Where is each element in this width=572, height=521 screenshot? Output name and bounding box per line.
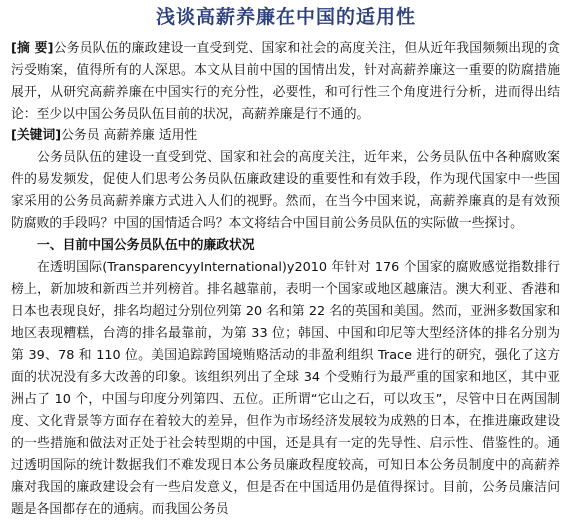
abstract-text: 公务员队伍的廉政建设一直受到党、国家和社会的高度关注，但从近年我国频频出现的贪污受贿案，值得所有的人深思。本文从目前中国的国情出发，针对高薪养廉这一重要的防腐措施展开，从研究高薪养廉在中国实行的充分性，必要性，和可行性三个角度进行分析，进而得出结论：至少以中国公务员队伍目前的状况，高薪养廉是行不通的。 [11, 41, 561, 122]
abstract-paragraph [11, 38, 560, 126]
document-title: 浅谈高薪养廉在中国的适用性 [155, 6, 416, 28]
keywords-paragraph [11, 125, 560, 147]
section-heading: 一、目前中国公务员队伍中的廉政状况 [37, 238, 255, 253]
intro-paragraph: 公务员队伍的建设一直受到党、国家和社会的高度关注，近年来，公务员队伍中各种腐败案件的易发频发，促使人们思考公务员队伍廉政建设的重要性和有效手段，作为现代国家中一些国家采用的公务员高薪养廉方式进入人们的视野。然而，在当今中国来说，高薪养廉真的是有效预防腐败的手段吗？中国的国情适合吗？本文将结合中国目前公务员队伍的实际做一些探讨。 [11, 150, 560, 231]
body-paragraph: 在透明国际(TransparencyyInternational)y2010 年针对 176 个国家的腐败感觉指数排行榜上，新加坡和新西兰并列榜首。排名越靠前，表明一个国家或地区越廉洁。澳大利亚、香港和日本也表现良好，排名均超过分别位列第 20 名和第 22 名的英国和美国。然而，亚洲多数国家和地区表现糟糕，台湾的排名最靠前，为第 33 位；韩国、中国和印尼等大型经济体的排名分别为第 39、78 和 110 位。美国追踪跨国境贿赂活动的非盈利组织 Trace 进行的研究，强化了这方面的状况没有多大改善的印象。该组织列出了全球 34 个受贿行为最严重的国家和地区，其中亚洲占了 10 个，中国与印度分列第四、五位。正所谓“它山之石，可以攻玉”，尽管中日在两国制度、文化背景等方面存在着较大的差异，但作为市场经济发展较为成熟的日本，在推进廉政建设的一些措施和做法对正处于社会转型期的中国，还是具有一定的先导性、启示性、借鉴性的。通过透明国际的统计数据我们不难发现日本公务员廉政程度较高，可知日本公务员制度中的高薪养廉对我国的廉政建设会有一些启发意义，但是否在中国适用仍是值得探讨。目前，公务员廉洁问题是各国都存在的通病。而我国公务员 [11, 260, 560, 517]
keywords-label: [关键词] [11, 128, 62, 143]
keywords-text: 公务员 高薪养廉 适用性 [61, 128, 198, 143]
abstract-label: [摘 要] [11, 41, 54, 56]
